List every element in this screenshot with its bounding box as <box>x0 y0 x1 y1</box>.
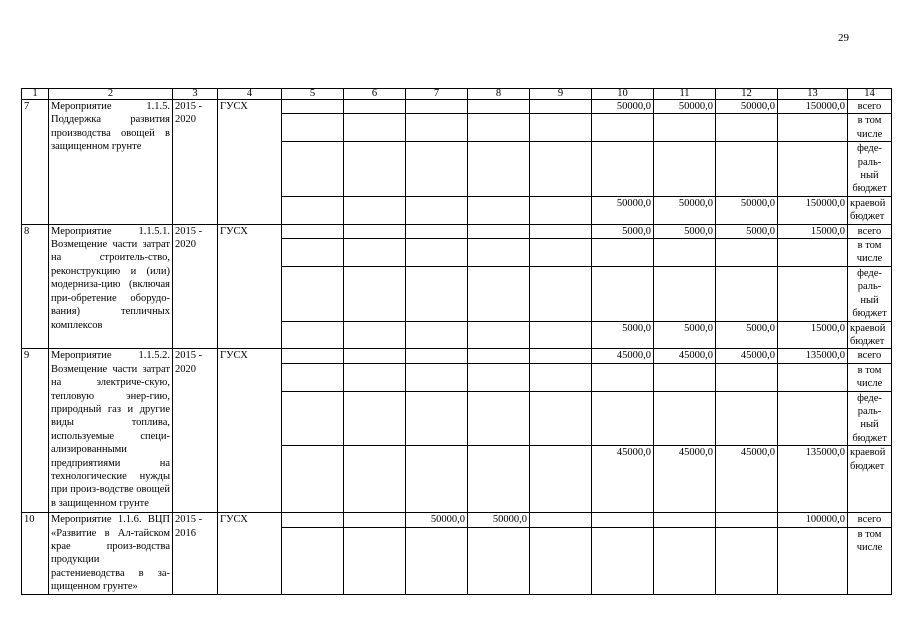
period-years: 2015 - 2020 <box>173 100 218 225</box>
column-header: 1 <box>22 89 49 100</box>
amount-cell-12: 50000,0 <box>716 100 778 114</box>
amount-cell-11 <box>654 513 716 527</box>
column-header: 10 <box>592 89 654 100</box>
amount-cell-5 <box>282 114 344 142</box>
measure-name: Мероприятие 1.1.5. Поддержка развития производства овощей в защищенном грунте <box>49 100 173 225</box>
amount-cell-6 <box>344 363 406 391</box>
executor: ГУСХ <box>218 100 282 225</box>
amount-cell-5 <box>282 100 344 114</box>
amount-cell-7 <box>406 266 468 321</box>
amount-cell-12 <box>716 363 778 391</box>
amount-cell-10 <box>592 266 654 321</box>
amount-cell-8 <box>468 391 530 446</box>
amount-cell-10: 50000,0 <box>592 196 654 224</box>
amount-cell-5 <box>282 321 344 349</box>
amount-cell-7 <box>406 196 468 224</box>
column-header: 9 <box>530 89 592 100</box>
column-header: 5 <box>282 89 344 100</box>
amount-cell-5 <box>282 239 344 267</box>
row-number: 9 <box>22 349 49 513</box>
amount-cell-8 <box>468 100 530 114</box>
amount-cell-13: 15000,0 <box>778 321 848 349</box>
amount-cell-8 <box>468 349 530 363</box>
table-row <box>22 513 892 527</box>
amount-cell-5 <box>282 266 344 321</box>
amount-cell-12 <box>716 114 778 142</box>
amount-cell-12 <box>716 266 778 321</box>
amount-cell-9 <box>530 142 592 197</box>
column-header: 4 <box>218 89 282 100</box>
amount-cell-7 <box>406 114 468 142</box>
amount-cell-12: 50000,0 <box>716 196 778 224</box>
amount-cell-11: 5000,0 <box>654 321 716 349</box>
funding-source: в том числе <box>848 239 892 267</box>
amount-cell-10 <box>592 391 654 446</box>
amount-cell-11: 45000,0 <box>654 349 716 363</box>
amount-cell-7 <box>406 391 468 446</box>
amount-cell-9 <box>530 513 592 527</box>
amount-cell-11 <box>654 239 716 267</box>
amount-cell-5 <box>282 196 344 224</box>
amount-cell-11 <box>654 114 716 142</box>
amount-cell-12: 45000,0 <box>716 446 778 513</box>
amount-cell-12 <box>716 239 778 267</box>
amount-cell-5 <box>282 349 344 363</box>
amount-cell-6 <box>344 349 406 363</box>
page-number: 29 <box>838 32 849 44</box>
amount-cell-7: 50000,0 <box>406 513 468 527</box>
column-header: 6 <box>344 89 406 100</box>
amount-cell-13: 150000,0 <box>778 100 848 114</box>
amount-cell-8 <box>468 224 530 238</box>
funding-source: краевой бюджет <box>848 196 892 224</box>
amount-cell-5 <box>282 527 344 594</box>
amount-cell-6 <box>344 100 406 114</box>
amount-cell-6 <box>344 142 406 197</box>
funding-source: всего <box>848 349 892 363</box>
amount-cell-9 <box>530 224 592 238</box>
amount-cell-7 <box>406 100 468 114</box>
header-row <box>22 89 892 100</box>
row-number: 7 <box>22 100 49 225</box>
amount-cell-8: 50000,0 <box>468 513 530 527</box>
funding-source: феде-раль-ный бюджет <box>848 142 892 197</box>
table-row <box>22 349 892 363</box>
amount-cell-6 <box>344 513 406 527</box>
funding-source: краевой бюджет <box>848 321 892 349</box>
amount-cell-6 <box>344 224 406 238</box>
amount-cell-6 <box>344 391 406 446</box>
amount-cell-7 <box>406 321 468 349</box>
amount-cell-5 <box>282 446 344 513</box>
amount-cell-6 <box>344 446 406 513</box>
amount-cell-10 <box>592 142 654 197</box>
amount-cell-13 <box>778 391 848 446</box>
amount-cell-6 <box>344 114 406 142</box>
amount-cell-12 <box>716 391 778 446</box>
budget-table <box>21 88 892 595</box>
amount-cell-6 <box>344 196 406 224</box>
period-years: 2015 - 2020 <box>173 224 218 349</box>
funding-source: феде-раль-ный бюджет <box>848 266 892 321</box>
period-years: 2015 - 2020 <box>173 349 218 513</box>
amount-cell-9 <box>530 196 592 224</box>
measure-name: Мероприятие 1.1.5.2. Возмещение части затрат на электриче-скую, тепловую энер-гию, природный газ и другие виды топлива, используемые специ-ализированными предприятиями на технологические нужды при произ-водстве овощей в защищенном грунте <box>49 349 173 513</box>
column-header: 13 <box>778 89 848 100</box>
amount-cell-8 <box>468 321 530 349</box>
amount-cell-7 <box>406 142 468 197</box>
amount-cell-5 <box>282 363 344 391</box>
amount-cell-7 <box>406 363 468 391</box>
amount-cell-8 <box>468 239 530 267</box>
amount-cell-10 <box>592 527 654 594</box>
amount-cell-9 <box>530 266 592 321</box>
column-header: 7 <box>406 89 468 100</box>
amount-cell-6 <box>344 266 406 321</box>
table-row <box>22 224 892 238</box>
amount-cell-9 <box>530 321 592 349</box>
funding-source: в том числе <box>848 527 892 594</box>
amount-cell-5 <box>282 513 344 527</box>
column-header: 2 <box>49 89 173 100</box>
amount-cell-13 <box>778 114 848 142</box>
period-years: 2015 - 2016 <box>173 513 218 594</box>
funding-source: всего <box>848 100 892 114</box>
amount-cell-8 <box>468 142 530 197</box>
funding-source: всего <box>848 513 892 527</box>
amount-cell-9 <box>530 239 592 267</box>
column-header: 8 <box>468 89 530 100</box>
amount-cell-13 <box>778 239 848 267</box>
table-row <box>22 100 892 114</box>
amount-cell-11: 5000,0 <box>654 224 716 238</box>
amount-cell-13: 135000,0 <box>778 446 848 513</box>
executor: ГУСХ <box>218 513 282 594</box>
amount-cell-6 <box>344 527 406 594</box>
amount-cell-10: 50000,0 <box>592 100 654 114</box>
amount-cell-13 <box>778 363 848 391</box>
amount-cell-11: 50000,0 <box>654 100 716 114</box>
amount-cell-10: 5000,0 <box>592 321 654 349</box>
amount-cell-7 <box>406 446 468 513</box>
amount-cell-13 <box>778 266 848 321</box>
amount-cell-10 <box>592 239 654 267</box>
amount-cell-13 <box>778 142 848 197</box>
executor: ГУСХ <box>218 224 282 349</box>
funding-source: краевой бюджет <box>848 446 892 513</box>
amount-cell-10: 45000,0 <box>592 349 654 363</box>
amount-cell-13: 15000,0 <box>778 224 848 238</box>
amount-cell-11 <box>654 266 716 321</box>
amount-cell-8 <box>468 114 530 142</box>
amount-cell-11 <box>654 142 716 197</box>
amount-cell-6 <box>344 321 406 349</box>
amount-cell-13: 150000,0 <box>778 196 848 224</box>
amount-cell-7 <box>406 224 468 238</box>
amount-cell-7 <box>406 527 468 594</box>
amount-cell-5 <box>282 224 344 238</box>
amount-cell-8 <box>468 266 530 321</box>
column-header: 12 <box>716 89 778 100</box>
amount-cell-12 <box>716 527 778 594</box>
amount-cell-11 <box>654 363 716 391</box>
amount-cell-11: 50000,0 <box>654 196 716 224</box>
amount-cell-12: 5000,0 <box>716 321 778 349</box>
amount-cell-8 <box>468 527 530 594</box>
funding-source: в том числе <box>848 363 892 391</box>
amount-cell-9 <box>530 100 592 114</box>
measure-name: Мероприятие 1.1.5.1. Возмещение части затрат на строитель-ство, реконструкцию и (или) модерниза-цию (включая при-обретение оборудо-вания) тепличных комплексов <box>49 224 173 349</box>
funding-source: феде-раль-ный бюджет <box>848 391 892 446</box>
amount-cell-6 <box>344 239 406 267</box>
amount-cell-8 <box>468 446 530 513</box>
amount-cell-13: 100000,0 <box>778 513 848 527</box>
amount-cell-9 <box>530 391 592 446</box>
column-header: 14 <box>848 89 892 100</box>
amount-cell-13 <box>778 527 848 594</box>
amount-cell-9 <box>530 446 592 513</box>
table-body <box>22 100 892 595</box>
amount-cell-7 <box>406 349 468 363</box>
amount-cell-11: 45000,0 <box>654 446 716 513</box>
amount-cell-12 <box>716 142 778 197</box>
executor: ГУСХ <box>218 349 282 513</box>
amount-cell-10 <box>592 513 654 527</box>
column-header: 11 <box>654 89 716 100</box>
amount-cell-5 <box>282 142 344 197</box>
amount-cell-12: 5000,0 <box>716 224 778 238</box>
amount-cell-8 <box>468 196 530 224</box>
amount-cell-11 <box>654 527 716 594</box>
column-header: 3 <box>173 89 218 100</box>
amount-cell-10 <box>592 363 654 391</box>
funding-source: в том числе <box>848 114 892 142</box>
amount-cell-12: 45000,0 <box>716 349 778 363</box>
amount-cell-9 <box>530 114 592 142</box>
row-number: 10 <box>22 513 49 594</box>
row-number: 8 <box>22 224 49 349</box>
amount-cell-9 <box>530 363 592 391</box>
amount-cell-11 <box>654 391 716 446</box>
funding-source: всего <box>848 224 892 238</box>
amount-cell-10 <box>592 114 654 142</box>
amount-cell-12 <box>716 513 778 527</box>
measure-name: Мероприятие 1.1.6. ВЦП «Развитие в Ал-тайском крае произ-водства продукции растениеводства в за-щищенном грунте» <box>49 513 173 594</box>
amount-cell-10: 45000,0 <box>592 446 654 513</box>
amount-cell-9 <box>530 349 592 363</box>
amount-cell-5 <box>282 391 344 446</box>
amount-cell-8 <box>468 363 530 391</box>
amount-cell-13: 135000,0 <box>778 349 848 363</box>
amount-cell-9 <box>530 527 592 594</box>
amount-cell-10: 5000,0 <box>592 224 654 238</box>
amount-cell-7 <box>406 239 468 267</box>
